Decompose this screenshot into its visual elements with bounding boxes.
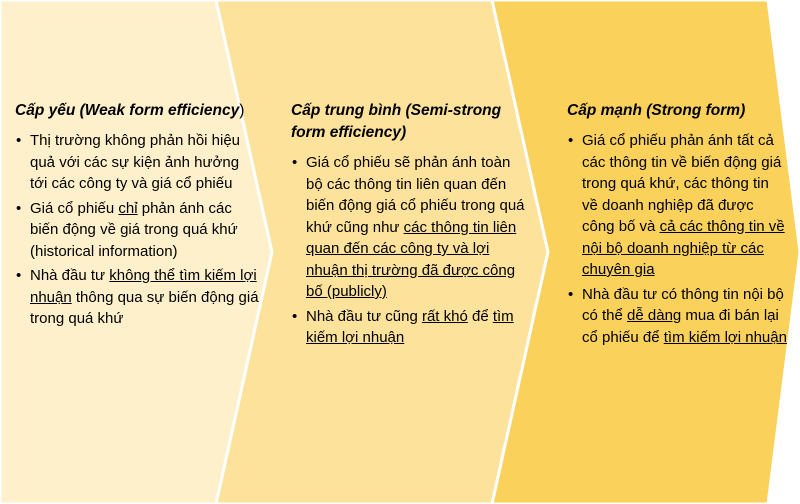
underlined-text: cả các thông tin về nội bộ doanh nghiệp từ các chuyên gia: [582, 218, 785, 278]
bullet-list: [567, 130, 787, 348]
bullet-text: Thị trường không phản hồi hiệu quả với các sự kiện ảnh hưởng tới các công ty và giá cổ phiếu: [30, 132, 241, 192]
bullet-item: [15, 265, 260, 330]
panel-strong-form: [567, 0, 787, 504]
underlined-text: dễ dàng: [627, 307, 682, 324]
underlined-text: tìm kiếm lợi nhuận: [663, 328, 787, 346]
bullet-item: [291, 152, 531, 303]
bullet-text: Giá cổ phiếu: [30, 199, 119, 217]
bullet-text: Giá cổ phiếu sẽ phản ánh toàn bộ các thông tin liên quan đến biến động giá cổ phiếu trong quá khứ cũng như: [306, 154, 525, 236]
bullet-item: [567, 130, 787, 281]
underlined-text: rất khó: [421, 307, 468, 325]
underlined-text: không thể tìm kiếm lợi nhuận: [30, 267, 257, 306]
panel-title: Cấp mạnh (Strong form): [567, 102, 746, 119]
bullet-text: phản ánh các biến động về giá trong quá khứ (historical information): [30, 199, 238, 260]
bullet-list: [15, 130, 260, 330]
bullet-item: [291, 306, 531, 349]
bullet-list: [291, 152, 531, 349]
bullet-item: [567, 284, 787, 349]
underlined-text: các thông tin liên quan đến các công ty và lợi nhuận thị trường đã được công bố (publicly): [306, 218, 517, 300]
bullet-item: [15, 198, 260, 263]
bullet-text: thông qua sự biến động giá trong quá khứ: [30, 288, 259, 327]
bullet-item: [15, 130, 260, 195]
bullet-text: mua đi bán lại cổ phiếu để: [582, 307, 779, 346]
panel-title: Cấp yếu (Weak form efficiency): [15, 102, 245, 119]
bullet-text: Nhà đầu tư cũng: [306, 307, 422, 325]
bullet-text: để: [467, 307, 493, 325]
panel-weak-form: [15, 0, 260, 504]
bullet-text: Giá cổ phiếu phản ánh tất cả các thông tin về biến động giá trong quá khứ, các thông tin về doanh nghiệp đã được công bố và: [582, 132, 782, 235]
underlined-text: chỉ: [118, 199, 138, 217]
panel-title: Cấp trung bình (Semi-strong form efficiency): [291, 102, 502, 141]
underlined-text: tìm kiếm lợi nhuận: [306, 307, 514, 346]
bullet-text: Nhà đầu tư: [30, 267, 110, 284]
panel-semi-strong-form: [291, 0, 531, 504]
bullet-text: Nhà đầu tư có thông tin nội bộ có thể: [582, 285, 784, 324]
